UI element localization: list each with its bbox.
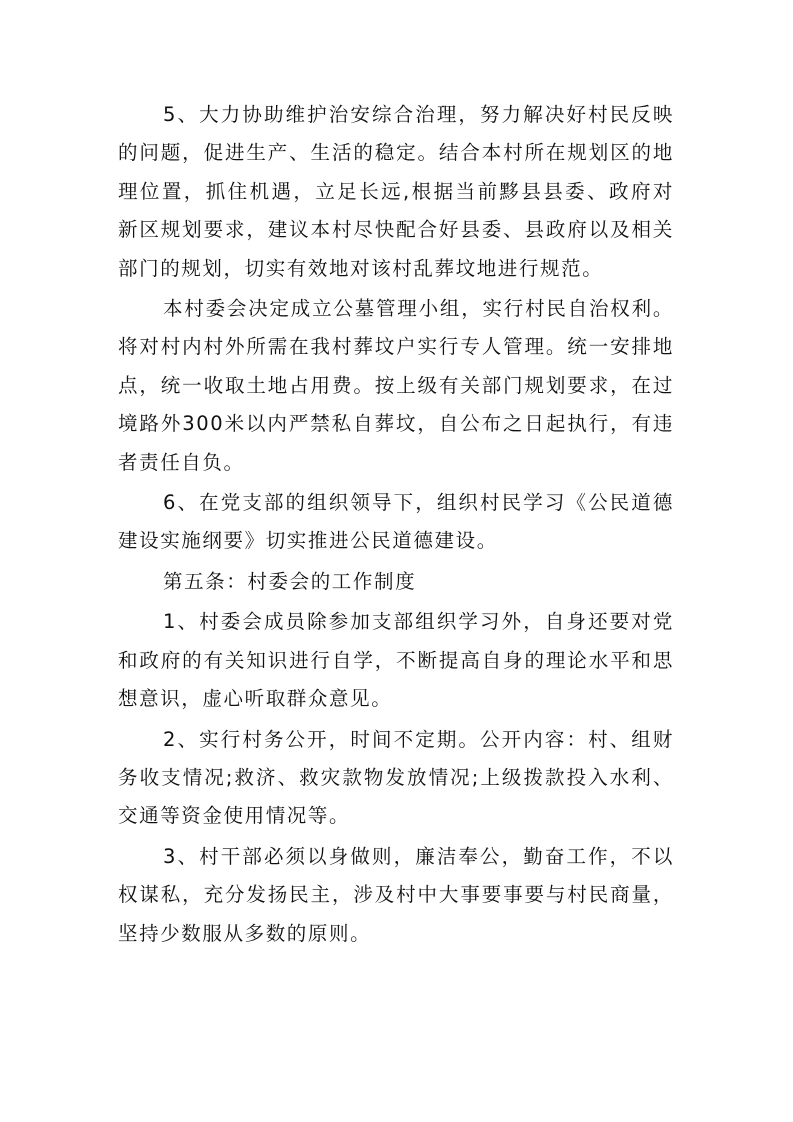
document-body	[118, 96, 674, 955]
paragraph-item-5: 5、大力协助维护治安综合治理，努力解决好村民反映的问题，促进生产、生活的稳定。结合本村所在规划区的地理位置，抓住机遇，立足长远,根据当前黟县县委、政府对新区规划要求，建议本村尽快配合好县委、县政府以及相关部门的规划，切实有效地对该村乱葬坟地进行规范。	[118, 103, 674, 280]
section-heading-article-5: 第五条：村委会的工作制度	[163, 569, 417, 593]
paragraph-cemetery-management: 本村委会决定成立公墓管理小组，实行村民自治权利。将对村内村外所需在我村葬坟户实行专人管理。统一安排地点，统一收取土地占用费。按上级有关部门规划要求，在过境路外300米以内严禁私自葬坟，自公布之日起执行，有违者责任自负。	[118, 297, 674, 474]
paragraph-rule-1: 1、村委会成员除参加支部组织学习外，自身还要对党和政府的有关知识进行自学，不断提高自身的理论水平和思想意识，虚心听取群众意见。	[118, 610, 674, 711]
paragraph-item-6: 6、在党支部的组织领导下，组织村民学习《公民道德建设实施纲要》切实推进公民道德建设。	[118, 491, 674, 553]
paragraph-rule-2: 2、实行村务公开，时间不定期。公开内容：村、组财务收支情况;救济、救灾款物发放情况;上级拨款投入水利、交通等资金使用情况等。	[118, 727, 674, 828]
paragraph-rule-3: 3、村干部必须以身做则，廉洁奉公，勤奋工作，不以权谋私，充分发扬民主，涉及村中大事要事要与村民商量，坚持少数服从多数的原则。	[118, 844, 674, 945]
